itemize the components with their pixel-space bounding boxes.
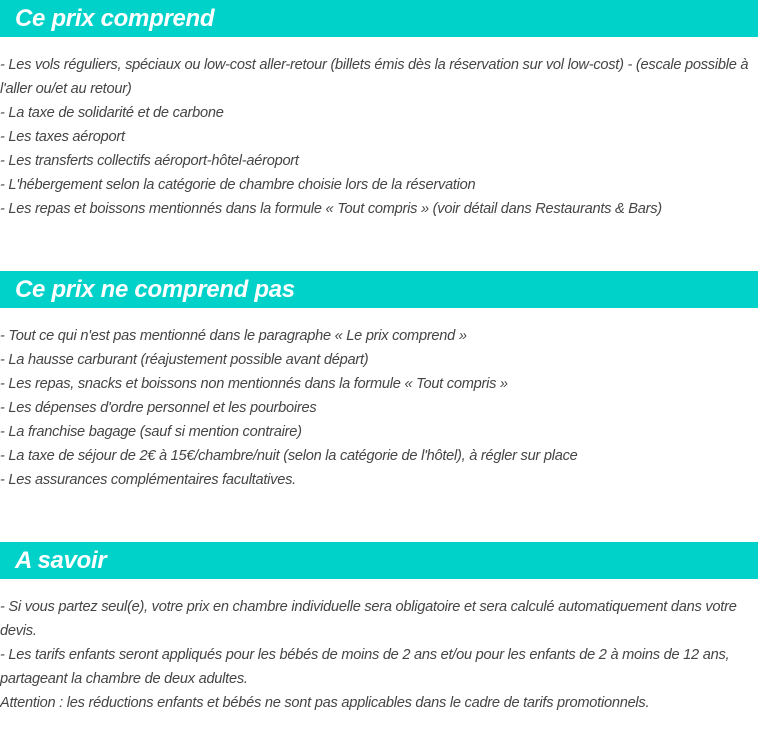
good-to-know-list xyxy=(0,595,758,715)
list-item: - Les repas, snacks et boissons non mentionnés dans la formule « Tout compris » xyxy=(0,376,508,392)
section-price-excludes xyxy=(0,271,758,492)
list-item: - L'hébergement selon la catégorie de chambre choisie lors de la réservation xyxy=(0,177,476,193)
list-item: - Les taxes aéroport xyxy=(0,129,125,145)
list-item: - La taxe de séjour de 2€ à 15€/chambre/nuit (selon la catégorie de l'hôtel), à régler sur place xyxy=(0,448,578,464)
attention-note: Attention : les réductions enfants et bébés ne sont pas applicables dans le cadre de tarifs promotionnels. xyxy=(0,695,650,711)
section-title-price-includes: Ce prix comprend xyxy=(0,0,758,37)
list-item: - Les dépenses d'ordre personnel et les pourboires xyxy=(0,400,317,416)
list-item: - Les vols réguliers, spéciaux ou low-cost aller-retour (billets émis dès la réservation sur vol low-cost) - (escale possible à l'aller ou/et au retour) xyxy=(0,57,749,97)
section-price-includes xyxy=(0,0,758,221)
list-item: - La franchise bagage (sauf si mention contraire) xyxy=(0,424,302,440)
section-title-good-to-know: A savoir xyxy=(0,542,758,579)
list-item: - La taxe de solidarité et de carbone xyxy=(0,105,224,121)
section-title-price-excludes: Ce prix ne comprend pas xyxy=(0,271,758,308)
list-item: - Les tarifs enfants seront appliqués pour les bébés de moins de 2 ans et/ou pour les enfants de 2 à moins de 12 ans, partageant la chambre de deux adultes. xyxy=(0,647,730,687)
list-item: - Les transferts collectifs aéroport-hôtel-aéroport xyxy=(0,153,299,169)
price-includes-list xyxy=(0,53,758,221)
price-excludes-list xyxy=(0,324,758,492)
list-item: - Si vous partez seul(e), votre prix en chambre individuelle sera obligatoire et sera calculé automatiquement dans votre devis. xyxy=(0,599,737,639)
list-item: - Les repas et boissons mentionnés dans la formule « Tout compris » (voir détail dans Restaurants & Bars) xyxy=(0,201,662,217)
list-item: - Les assurances complémentaires facultatives. xyxy=(0,472,296,488)
section-good-to-know xyxy=(0,542,758,715)
list-item: - La hausse carburant (réajustement possible avant départ) xyxy=(0,352,369,368)
list-item: - Tout ce qui n'est pas mentionné dans le paragraphe « Le prix comprend » xyxy=(0,328,467,344)
